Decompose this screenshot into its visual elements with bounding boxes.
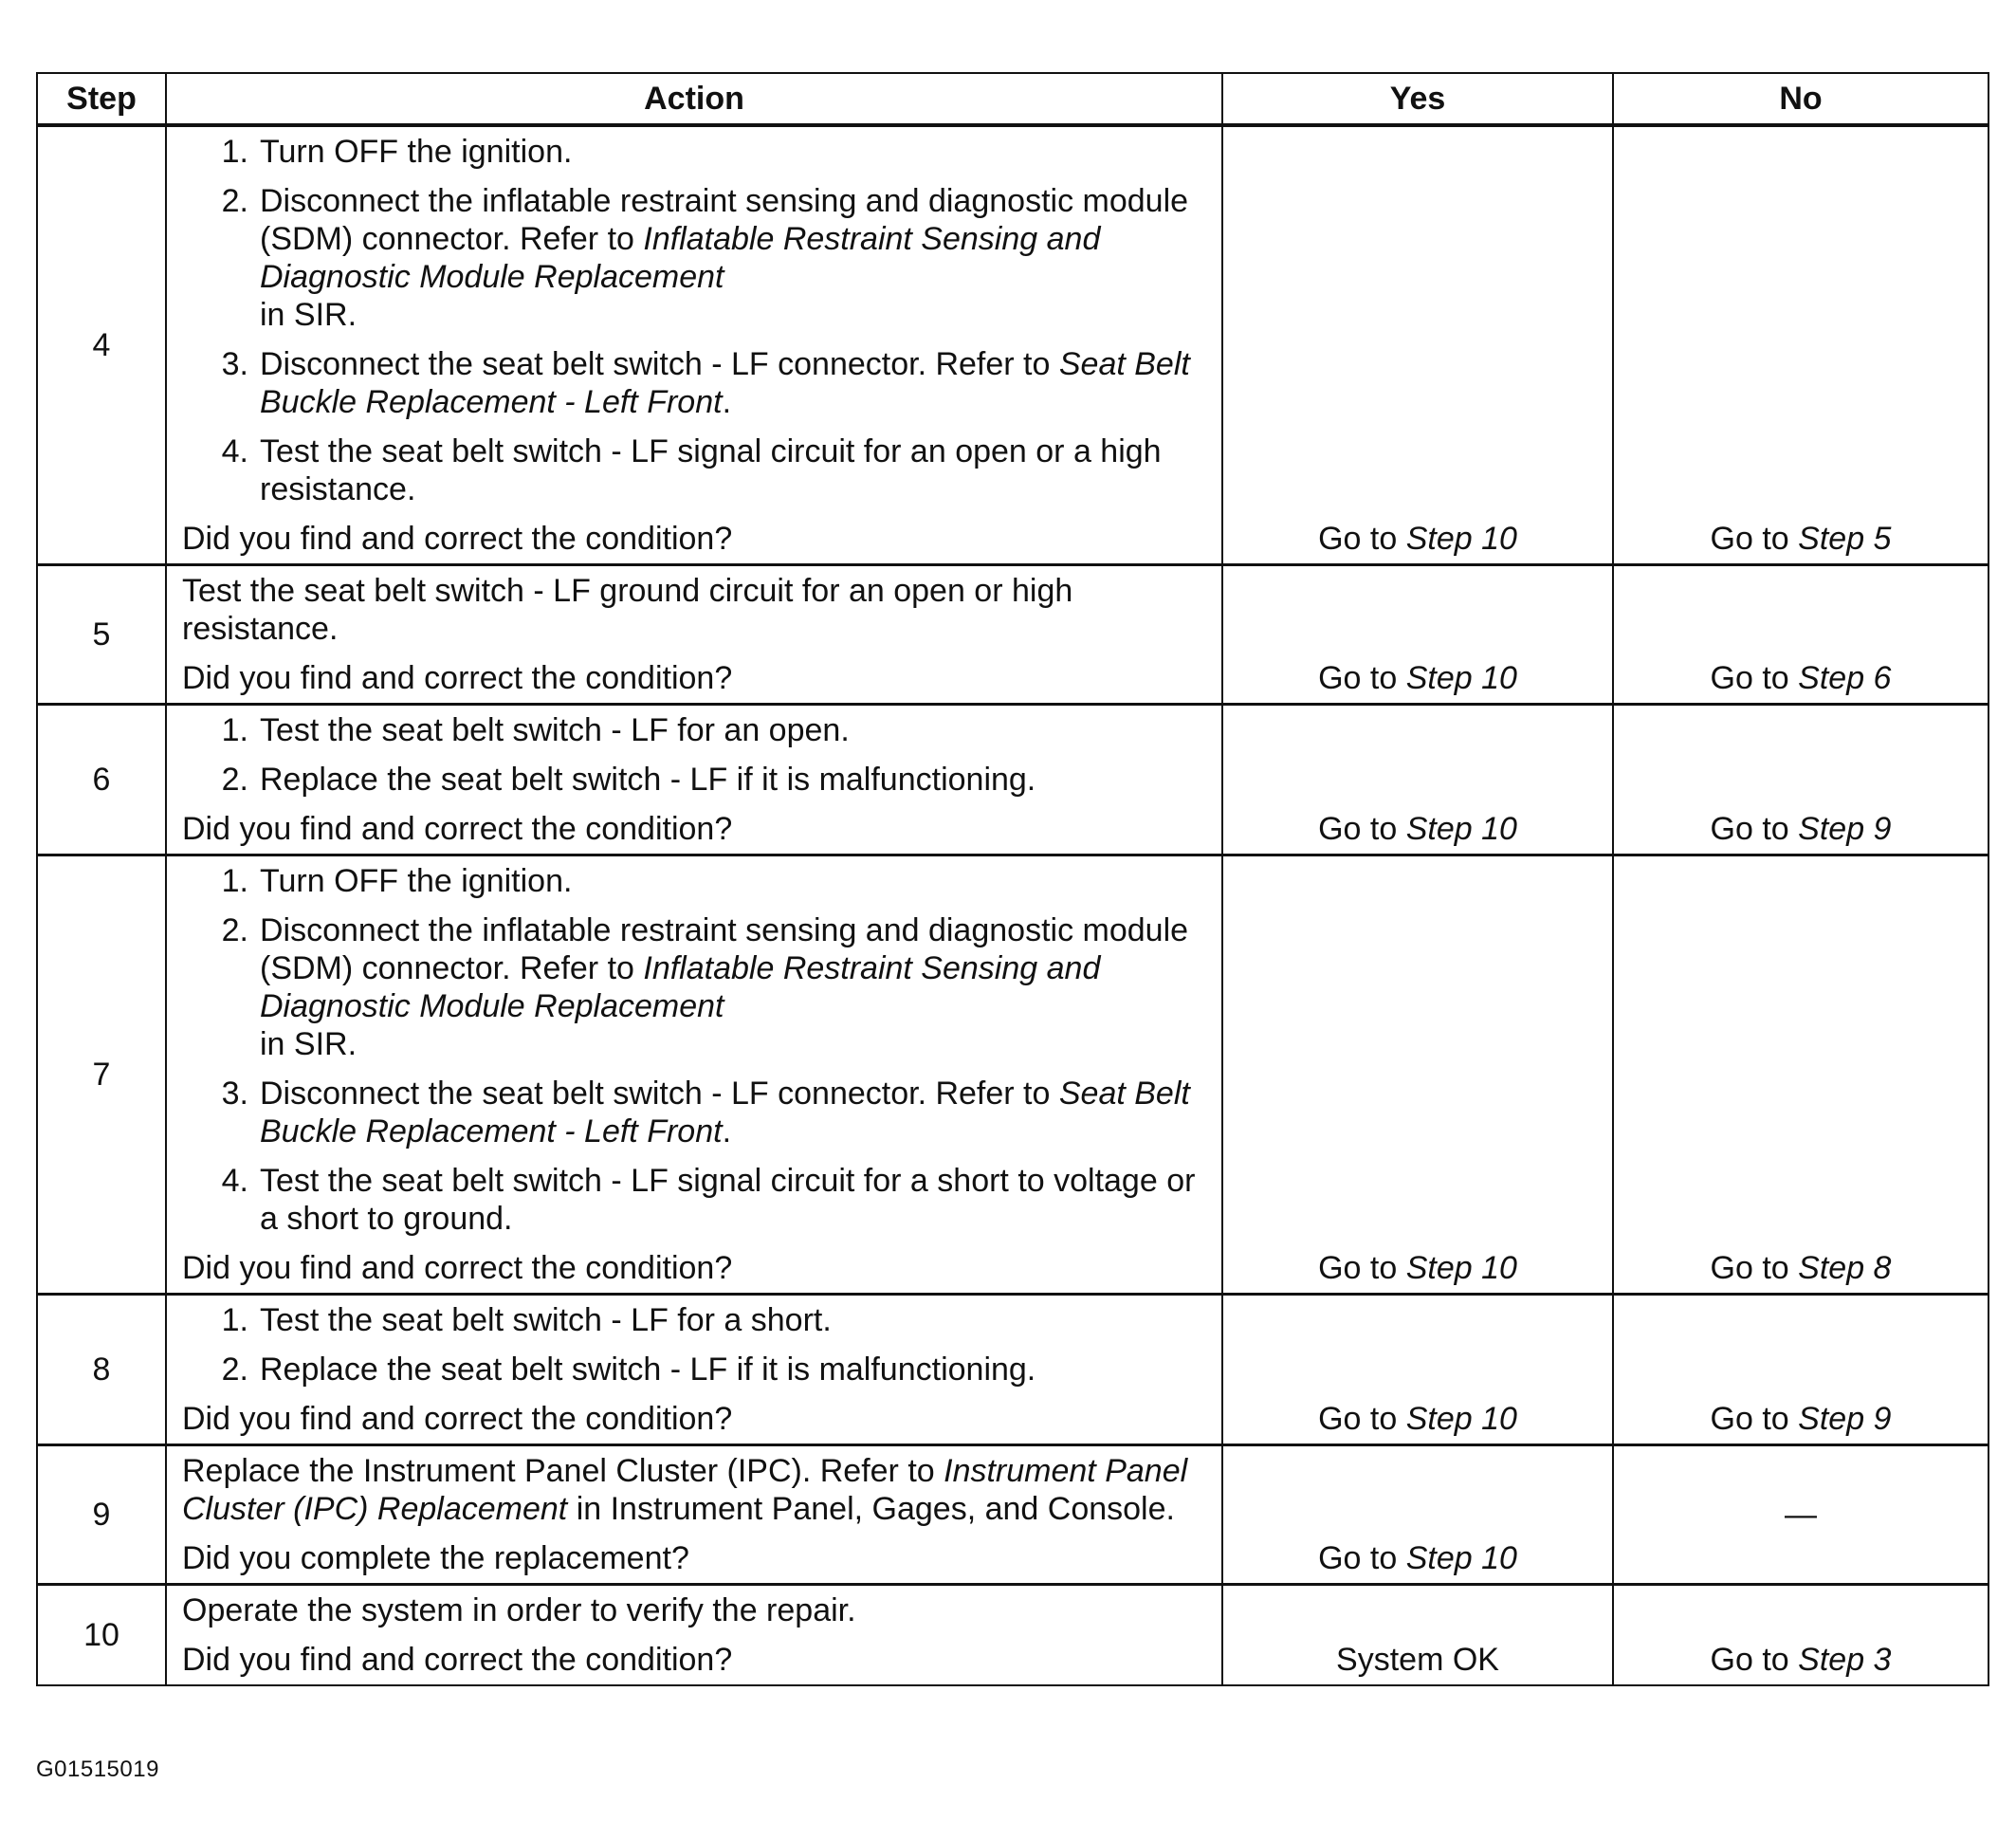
- header-action: Action: [166, 73, 1222, 125]
- step-number: 9: [37, 1445, 166, 1585]
- no-cell: —: [1613, 1445, 1989, 1585]
- list-item: 4. Test the seat belt switch - LF signal circuit for a short to voltage or a short to ground.: [221, 1163, 1196, 1237]
- table-row: [37, 565, 1989, 705]
- list-item: 2. Replace the seat belt switch - LF if it is malfunctioning.: [221, 762, 1036, 798]
- no-cell: Go to Step 5: [1613, 125, 1989, 565]
- step-number: 8: [37, 1295, 166, 1445]
- header-no: No: [1613, 73, 1989, 125]
- action-cell: [166, 1295, 1222, 1445]
- action-cell: [166, 855, 1222, 1295]
- action-cell: [166, 565, 1222, 705]
- list-item: 3. Disconnect the seat belt switch - LF connector. Refer to Seat Belt Buckle Replacement - Left Front.: [221, 346, 1190, 420]
- table-row: [37, 125, 1989, 565]
- question-text: Did you find and correct the condition?: [182, 1642, 733, 1678]
- doc-reference: Seat Belt Buckle Replacement - Left Front: [260, 1076, 1190, 1149]
- yes-cell: Go to Step 10: [1222, 705, 1613, 855]
- list-item: 1. Test the seat belt switch - LF for an open.: [221, 712, 850, 748]
- list-item: 4. Test the seat belt switch - LF signal circuit for an open or a high resistance.: [221, 433, 1162, 507]
- question-text: Did you find and correct the condition?: [182, 811, 733, 847]
- table-row: [37, 705, 1989, 855]
- step-number: 10: [37, 1585, 166, 1686]
- yes-cell: Go to Step 10: [1222, 565, 1613, 705]
- figure-id: G01515019: [36, 1756, 159, 1782]
- action-text: Test the seat belt switch - LF ground circuit for an open or high resistance.: [182, 573, 1073, 647]
- no-cell: Go to Step 9: [1613, 1295, 1989, 1445]
- question-text: Did you find and correct the condition?: [182, 1401, 733, 1437]
- question-text: Did you complete the replacement?: [182, 1540, 689, 1576]
- action-cell: [166, 125, 1222, 565]
- list-item: 3. Disconnect the seat belt switch - LF connector. Refer to Seat Belt Buckle Replacement - Left Front.: [221, 1076, 1190, 1149]
- list-item: 1. Turn OFF the ignition.: [221, 134, 573, 170]
- action-cell: [166, 705, 1222, 855]
- question-text: Did you find and correct the condition?: [182, 1250, 733, 1286]
- header-yes: Yes: [1222, 73, 1613, 125]
- no-cell: Go to Step 8: [1613, 855, 1989, 1295]
- no-cell: Go to Step 3: [1613, 1585, 1989, 1686]
- instruction-list: [182, 862, 1206, 1238]
- instruction-list: [182, 711, 1206, 799]
- doc-reference: Seat Belt Buckle Replacement - Left Front: [260, 346, 1190, 420]
- step-number: 6: [37, 705, 166, 855]
- list-item: 2. Disconnect the inflatable restraint sensing and diagnostic module (SDM) connector. Refer to Inflatable Restraint Sensing and Diagnostic Module Replacement in SIR.: [221, 912, 1189, 1062]
- list-item: 1. Test the seat belt switch - LF for a short.: [221, 1302, 832, 1338]
- doc-reference: Inflatable Restraint Sensing and Diagnostic Module Replacement: [260, 950, 1101, 1024]
- instruction-list: [182, 1301, 1206, 1388]
- question-text: Did you find and correct the condition?: [182, 521, 733, 557]
- table-row: [37, 855, 1989, 1295]
- yes-cell: Go to Step 10: [1222, 1295, 1613, 1445]
- step-number: 5: [37, 565, 166, 705]
- action-text: Operate the system in order to verify the repair.: [182, 1592, 856, 1628]
- doc-reference: Inflatable Restraint Sensing and Diagnostic Module Replacement: [260, 221, 1101, 295]
- table-row: [37, 1295, 1989, 1445]
- diagnostic-table: [36, 72, 1989, 1686]
- instruction-list: [182, 133, 1206, 508]
- table-header-row: [37, 73, 1989, 125]
- no-cell: Go to Step 9: [1613, 705, 1989, 855]
- yes-cell: Go to Step 10: [1222, 1445, 1613, 1585]
- no-cell: Go to Step 6: [1613, 565, 1989, 705]
- question-text: Did you find and correct the condition?: [182, 660, 733, 696]
- yes-cell: System OK: [1222, 1585, 1613, 1686]
- list-item: 1. Turn OFF the ignition.: [221, 863, 573, 899]
- list-item: 2. Replace the seat belt switch - LF if it is malfunctioning.: [221, 1352, 1036, 1388]
- step-number: 4: [37, 125, 166, 565]
- doc-reference: Instrument Panel Cluster (IPC) Replacement: [182, 1453, 1188, 1527]
- yes-cell: Go to Step 10: [1222, 855, 1613, 1295]
- table-row: [37, 1445, 1989, 1585]
- step-number: 7: [37, 855, 166, 1295]
- table-row: [37, 1585, 1989, 1686]
- list-item: 2. Disconnect the inflatable restraint sensing and diagnostic module (SDM) connector. Refer to Inflatable Restraint Sensing and Diagnostic Module Replacement in SIR.: [221, 183, 1189, 333]
- header-step: Step: [37, 73, 166, 125]
- action-cell: [166, 1585, 1222, 1686]
- action-text: Replace the Instrument Panel Cluster (IPC). Refer to Instrument Panel Cluster (IPC) Replacement in Instrument Panel, Gages, and Console.: [182, 1453, 1188, 1527]
- action-cell: [166, 1445, 1222, 1585]
- yes-cell: Go to Step 10: [1222, 125, 1613, 565]
